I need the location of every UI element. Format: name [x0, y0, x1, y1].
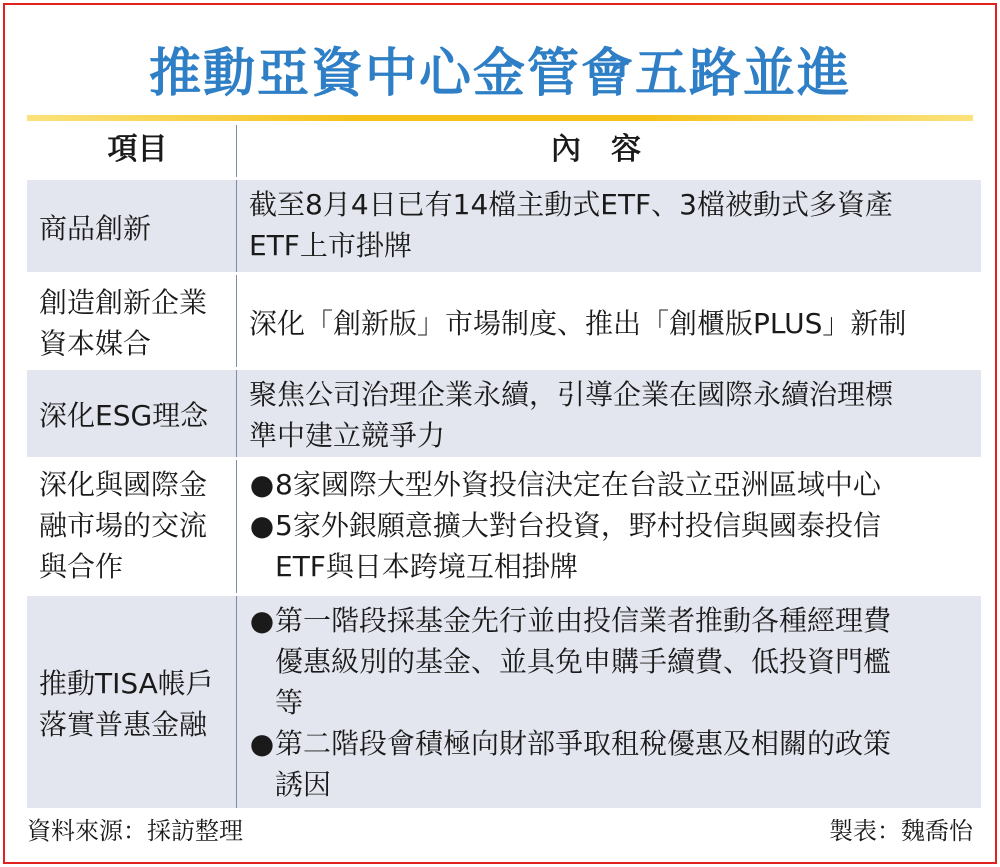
row-item: 商品創新	[27, 180, 237, 272]
infographic-frame	[3, 3, 997, 864]
header-content: 內容	[551, 132, 671, 167]
bullet-dot-icon: ●	[249, 727, 275, 760]
bullet-dot-icon: ●	[249, 604, 275, 637]
row-content: 截至8月4日已有14檔主動式ETF、3檔被動式多資產 ETF上市掛牌	[249, 188, 893, 262]
footer	[27, 811, 973, 846]
page-title: 推動亞資中心金管會五路並進	[148, 44, 851, 104]
row-item: 深化ESG理念	[27, 370, 237, 457]
bullet-item: ● 8家國際大型外資投信決定在台設立亞洲區域中心	[249, 464, 973, 505]
title-divider	[27, 115, 973, 121]
row-content	[237, 596, 981, 808]
table-row	[27, 593, 981, 808]
source-note: 資料來源：採訪整理	[27, 817, 243, 845]
row-item: 創造創新企業 資本媒合	[27, 275, 237, 367]
table-row	[27, 367, 981, 457]
bullet-dot-icon: ●	[249, 509, 275, 542]
header-item: 項目	[27, 125, 237, 177]
row-item: 推動TISA帳戶 落實普惠金融	[27, 596, 237, 808]
row-content: 聚焦公司治理企業永續，引導企業在國際永續治理標 準中建立競爭力	[249, 378, 894, 452]
bullet-item: ● 第一階段採基金先行並由投信業者推動各種經理費 優惠級別的基金、並具免申購手續費、低投資門檻 等	[249, 600, 973, 723]
table-row	[27, 457, 981, 593]
row-item: 深化與國際金 融市場的交流 與合作	[27, 460, 237, 593]
policy-table	[27, 125, 981, 808]
bullet-item: ● 第二階段會積極向財部爭取租稅優惠及相關的政策 誘因	[249, 723, 973, 805]
table-row	[27, 177, 981, 272]
table-row	[27, 272, 981, 367]
row-content: 深化「創新版」市場制度、推出「創櫃版PLUS」新制	[249, 306, 907, 340]
row-content	[237, 460, 981, 593]
credit-note: 製表：魏喬怡	[829, 817, 973, 845]
bullet-dot-icon: ●	[249, 468, 275, 501]
bullet-item: ● 5家外銀願意擴大對台投資，野村投信與國泰投信 ETF與日本跨境互相掛牌	[249, 505, 973, 587]
table-header	[27, 125, 981, 177]
